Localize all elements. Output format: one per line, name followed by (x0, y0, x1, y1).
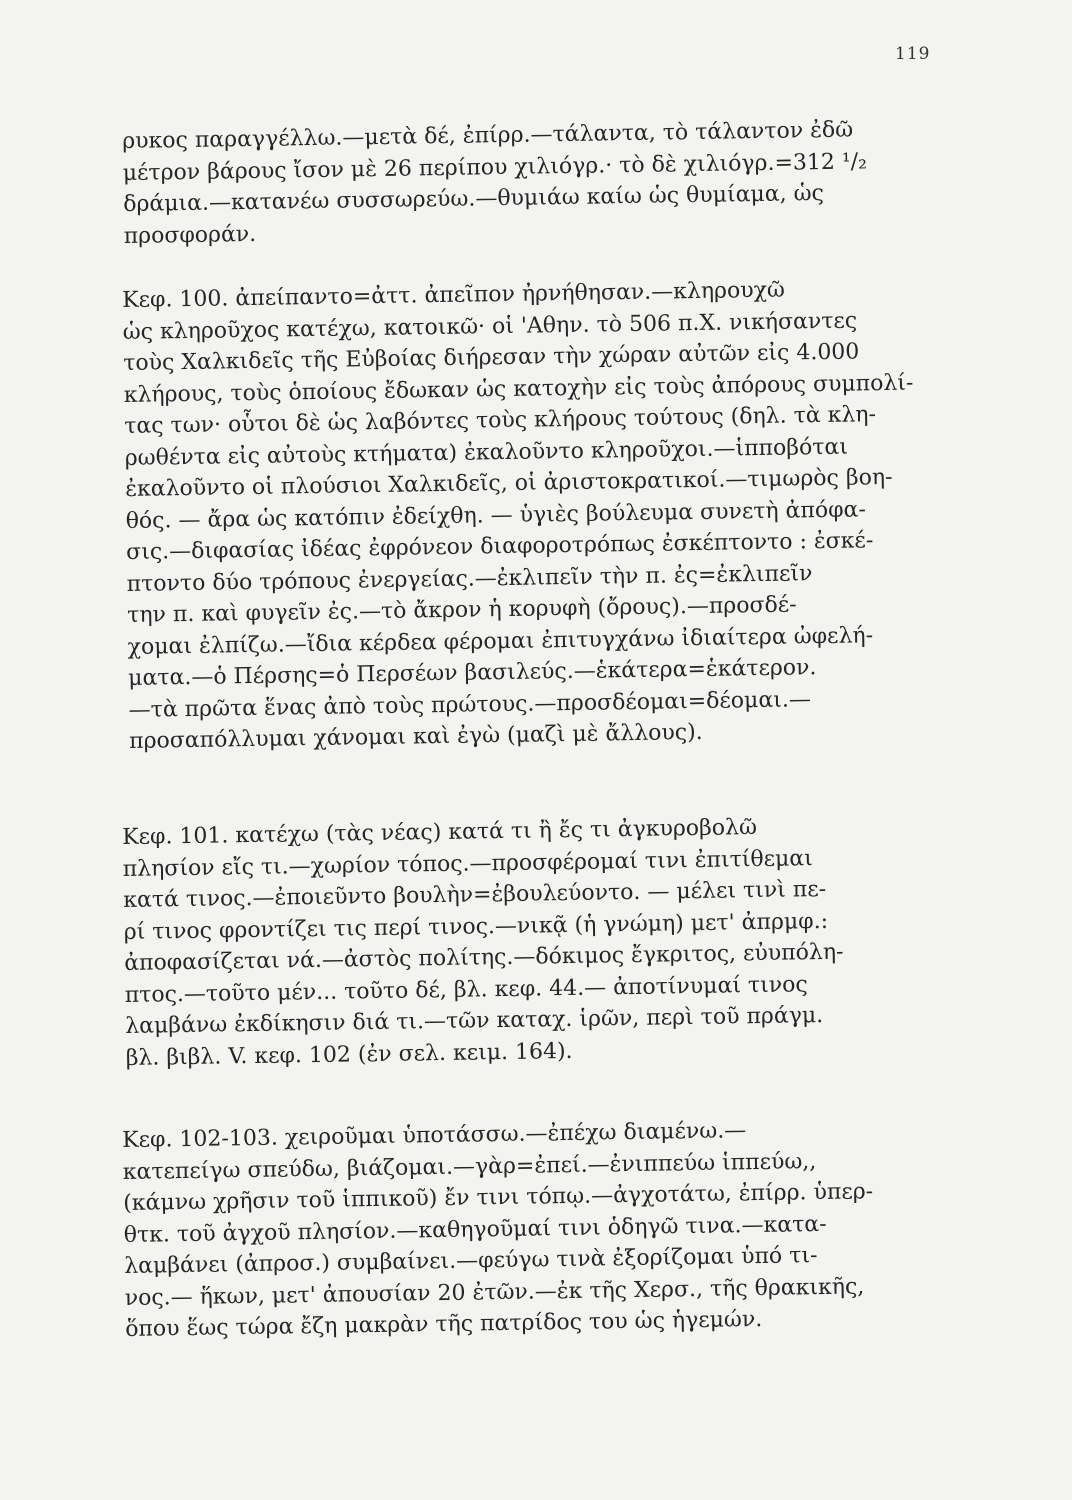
paragraph-continuation (122, 113, 966, 252)
paragraph-chapter-101 (122, 809, 968, 1074)
page-number: 119 (895, 44, 931, 64)
paragraph-text: Κεφ. 100. ἀπείπαντο=ἀττ. ἀπεῖπον ἠρνήθησαν.—κληρουχῶ ὡς κληροῦχος κατέχω, κατοικῶ· οἱ 'Αθην. τὸ 506 π.Χ. νικήσαντες τοὺς Χαλκιδεῖς τῆς Εὐβοίας διήρεσαν τὴν χώραν αὐτῶν εἰς 4.000 κλήρους, τοὺς ὁποίους ἔδωκαν ὡς κατοχὴν εἰς τοὺς ἀπόρους συμπολί- τας των· οὗτοι δὲ ὡς λαβόντες τοὺς κλήρους τούτους (δηλ. τὰ κλη- ρωθέντα εἰς αὐτοὺς κτήματα) ἐκαλοῦντο κληροῦχοι.—ἱπποβόται ἐκαλοῦντο οἱ πλούσιοι Χαλκιδεῖς, οἱ ἀριστοκρατικοί.—τιμωρὸς βοη- θός. — ἄρα ὡς κατόπιν ἐδείχθη. — ὑγιὲς βούλευμα συνετὴ ἀπόφα- σις.—διφασίας ἰδέας ἐφρόνεον διαφοροτρόπως ἐσκέπτοντο : ἐσκέ- πτοντο δύο τρόπους ἐνεργείας.—ἐκλιπεῖν τὴν π. ἐς=ἐκλιπεῖν την π. καὶ φυγεῖν ἐς.—τὸ ἄκρον ἡ κορυφὴ (ὄρους).—προσδέ- χομαι ἐλπίζω.—ἴδια κέρδεα φέρομαι ἐπιτυγχάνω ἰδιαίτερα ὠφελή- ματα.—ὁ Πέρσης=ὁ Περσέων βασιλεύς.—ἑκάτερα=ἑκάτερον. —τὰ πρῶτα ἕνας ἀπὸ τοὺς πρώτους.—προσδέομαι=δέομαι.— προσαπόλλυμαι χάνομαι καὶ ἐγὼ (μαζὶ μὲ ἄλλους). (122, 277, 914, 754)
paragraph-text: Κεφ. 101. κατέχω (τὰς νέας) κατά τι ἢ ἔς τι ἀγκυροβολῶ πλησίον εἴς τι.—χωρίον τόπος.—προσφέρομαί τινι ἐπιτίθεμαι κατά τινος.—ἐποιεῦντο βουλὴν=ἐβουλεύοντο. — μέλει τινὶ πε- ρί τινος φροντίζει τις περί τινος.—νικᾷ (ἡ γνώμη) μετ' ἀπρμφ.: ἀποφασίζεται νά.—ἀστὸς πολίτης.—δόκιμος ἔγκριτος, εὐυπόλη- πτος.—τοῦτο μέν... τοῦτο δέ, βλ. κεφ. 44.— ἀποτίνυμαί τινος λαμβάνω ἐκδίκησιν διά τι.—τῶν καταχ. ἱρῶν, περὶ τοῦ πράγμ. βλ. βιβλ. V. κεφ. 102 (ἐν σελ. κειμ. 164). (122, 815, 844, 1071)
paragraph-text: ρυκος παραγγέλλω.—μετὰ δέ, ἐπίρρ.—τάλαντα, τὸ τάλαντον ἐδῶ μέτρον βάρους ἴσον μὲ 26 περίπου χιλιόγρ.· τὸ δὲ χιλιόγρ.=312 ¹/₂ δράμια.—κατανέω συσσωρεύω.—θυμιάω καίω ὡς θυμίαμα, ὡς προσφοράν. (122, 117, 868, 249)
paragraph-chapter-102-103 (122, 1112, 967, 1346)
paragraph-text: Κεφ. 102-103. χειροῦμαι ὑποτάσσω.—ἐπέχω διαμένω.— κατεπείγω σπεύδω, βιάζομαι.—γὰρ=ἐπεί.—ἐνιππεύω ἱππεύω,, (κάμνω χρῆσιν τοῦ ἱππικοῦ) ἔν τινι τόπῳ.—ἀγχοτάτω, ἐπίρρ. ὑπερ- θτκ. τοῦ ἀγχοῦ πλησίον.—καθηγοῦμαί τινι ὁδηγῶ τινα.—κατα- λαμβάνει (ἀπροσ.) συμβαίνει.—φεύγω τινὰ ἐξορίζομαι ὑπό τι- νος.— ἥκων, μετ' ἀπουσίαν 20 ἐτῶν.—ἐκ τῆς Χερσ., τῆς θρακικῆς, ὅπου ἕως τώρα ἔζη μακρὰν τῆς πατρίδος του ὡς ἡγεμών. (122, 1118, 874, 1342)
paragraph-chapter-100 (122, 272, 971, 758)
